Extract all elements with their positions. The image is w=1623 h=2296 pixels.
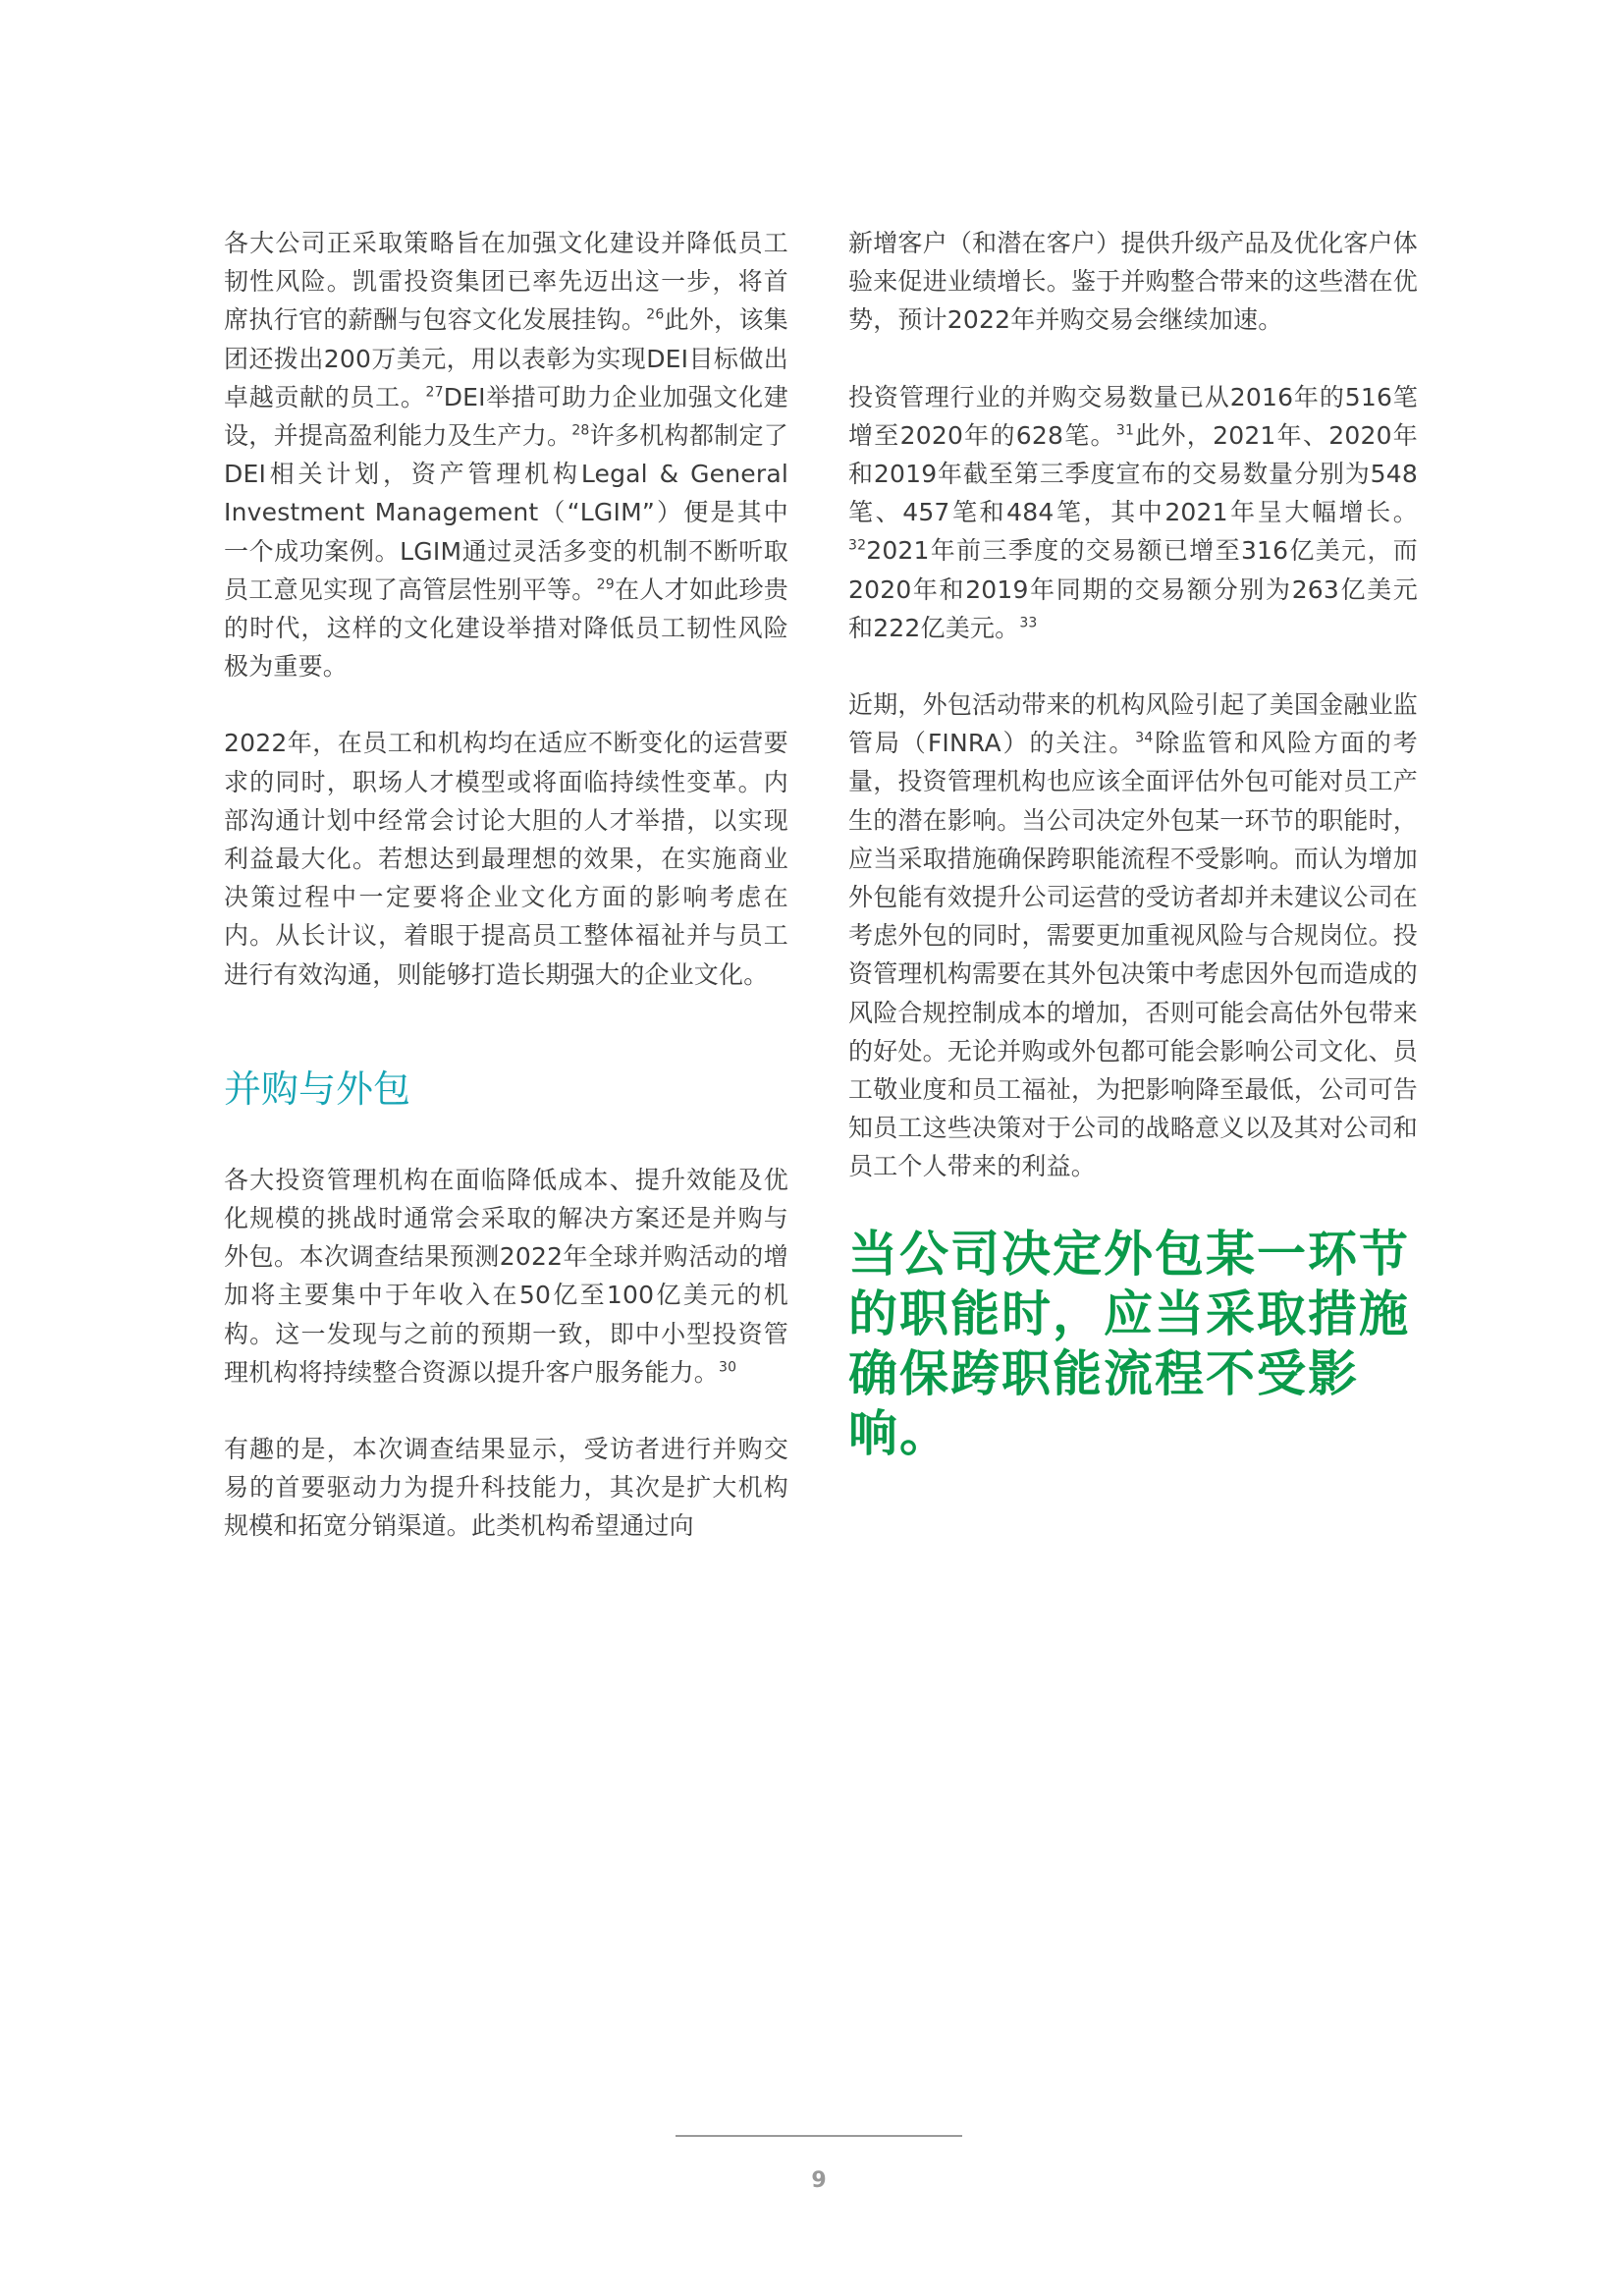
left-column: [224, 224, 788, 1584]
text-run: 各大公司正采取策略旨在加强文化建设并降低员工韧性风险。凯雷投资集团已率先迈出这一步，将首席执行官的薪酬与包容文化发展挂钩。: [224, 229, 788, 335]
footer-divider: [676, 2135, 962, 2137]
text-run: 此外，该集团还拨出200万美元，用以表彰为实现DEI目标做出卓越贡献的员工。: [224, 305, 788, 411]
footnote-ref[interactable]: 32: [848, 538, 867, 555]
footnote-ref[interactable]: 29: [596, 576, 615, 593]
footnote-ref[interactable]: 33: [1019, 615, 1038, 631]
body-paragraph-deal-volume: [848, 378, 1418, 647]
body-paragraph-2022: 2022年，在员工和机构均在适应不断变化的运营要求的同时，职场人才模型或将面临持续性变革。内部沟通计划中经常会讨论大胆的人才举措，以实现利益最大化。若想达到最理想的效果，在实施商业决策过程中一定要将企业文化方面的影响考虑在内。从长计议，着眼于提高员工整体福祉并与员工进行有效沟通，则能够打造长期强大的企业文化。: [224, 729, 788, 989]
body-paragraph-mna: [224, 1161, 788, 1392]
text-run: 许多机构都制定了DEI相关计划，资产管理机构Legal & General Investment Management（“LGIM”）便是其中一个成功案例。LGIM通过灵活多变的机制不断听取员工意见实现了高管层性别平等。: [224, 421, 788, 604]
page-number: 9: [811, 2168, 827, 2193]
text-run: 各大投资管理机构在面临降低成本、提升效能及优化规模的挑战时通常会采取的解决方案还是并购与外包。本次调查结果预测2022年全球并购活动的增加将主要集中于年收入在50亿至100亿美元的机构。这一发现与之前的预期一致，即中小型投资管理机构将持续整合资源以提升客户服务能力。: [224, 1165, 788, 1387]
pull-quote: 当公司决定外包某一环节的职能时，应当采取措施确保跨职能流程不受影响。: [848, 1225, 1410, 1462]
footnote-ref[interactable]: 27: [425, 384, 444, 401]
body-paragraph-outsourcing: [848, 685, 1418, 1186]
text-run: 在人才如此珍贵的时代，这样的文化建设举措对降低员工韧性风险极为重要。: [224, 574, 788, 682]
right-column: [848, 224, 1418, 1464]
footnote-ref[interactable]: 31: [1115, 422, 1135, 439]
footnote-ref[interactable]: 28: [571, 422, 590, 439]
footnote-ref[interactable]: 34: [1135, 730, 1154, 746]
footnote-ref[interactable]: 26: [646, 307, 665, 324]
body-paragraph-culture: [224, 224, 788, 685]
body-paragraph-drivers: 有趣的是，本次调查结果显示，受访者进行并购交易的首要驱动力为提升科技能力，其次是扩大机构规模和拓宽分销渠道。此类机构希望通过向: [224, 1435, 788, 1541]
text-run: 2021年前三季度的交易额已增至316亿美元，而2020年和2019年同期的交易额分别为263亿美元和222亿美元。: [848, 536, 1418, 642]
text-run: DEI举措可助力企业加强文化建设，并提高盈利能力及生产力。: [224, 382, 789, 451]
text-run: 此外，2021年、2020年和2019年截至第三季度宣布的交易数量分别为548笔、457笔和484笔，其中2021年呈大幅增长。: [848, 420, 1418, 527]
text-run: 投资管理行业的并购交易数量已从2016年的516笔增至2020年的628笔。: [848, 382, 1418, 450]
footnote-ref[interactable]: 30: [719, 1359, 737, 1376]
section-heading: 并购与外包: [224, 1066, 411, 1111]
text-run: 近期，外包活动带来的机构风险引起了美国金融业监管局（FINRA）的关注。: [848, 690, 1418, 758]
text-run: 除监管和风险方面的考量，投资管理机构也应该全面评估外包可能对员工产生的潜在影响。当公司决定外包某一环节的职能时，应当采取措施确保跨职能流程不受影响。而认为增加外包能有效提升公司运营的受访者却并未建议公司在考虑外包的同时，需要更加重视风险与合规岗位。投资管理机构需要在其外包决策中考虑因外包而造成的风险合规控制成本的增加，否则可能会高估外包带来的好处。无论并购或外包都可能会影响公司文化、员工敬业度和员工福祉，为把影响降至最低，公司可告知员工这些决策对于公司的战略意义以及其对公司和员工个人带来的利益。: [848, 729, 1418, 1181]
body-paragraph-continuation: 新增客户（和潜在客户）提供升级产品及优化客户体验来促进业绩增长。鉴于并购整合带来的这些潜在优势，预计2022年并购交易会继续加速。: [848, 229, 1418, 335]
